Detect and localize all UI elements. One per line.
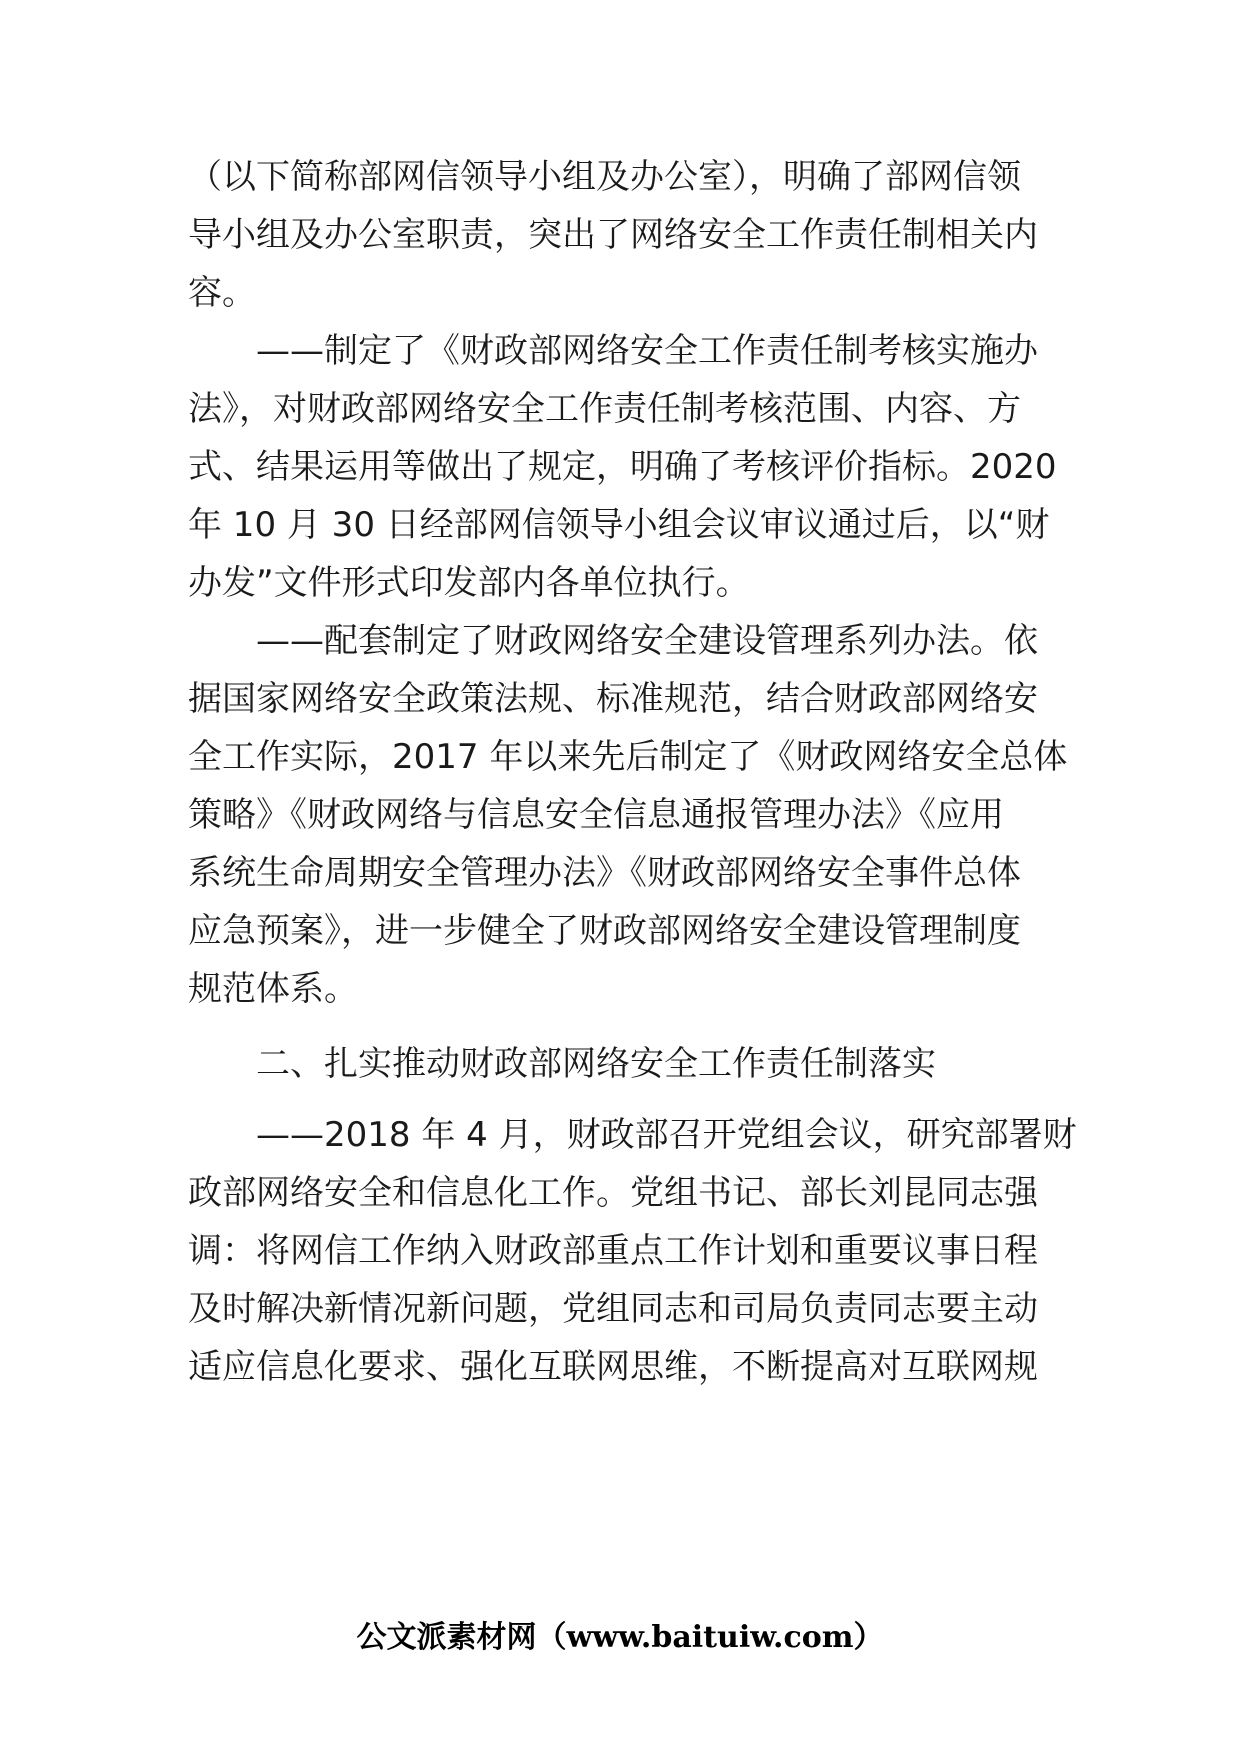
text-line: 法》，对财政部网络安全工作责任制考核范围、内容、方 [188,389,1021,429]
text-line: 适应信息化要求、强化互联网思维，不断提高对互联网规 [188,1347,1038,1387]
text-line: 策略》《财政网络与信息安全信息通报管理办法》《应用 [188,795,1004,835]
text-line: ——制定了《财政部网络安全工作责任制考核实施办 [256,331,1038,371]
text-line: 政部网络安全和信息化工作。党组书记、部长刘昆同志强 [188,1173,1038,1213]
text-line: （以下简称部网信领导小组及办公室），明确了部网信领 [188,157,1021,197]
text-line: ——配套制定了财政网络安全建设管理系列办法。依 [256,621,1038,661]
text-line: 全工作实际，2017 年以来先后制定了《财政网络安全总体 [188,737,1068,777]
text-line: 办发”文件形式印发部内各单位执行。 [188,563,750,603]
text-line: 应急预案》，进一步健全了财政部网络安全建设管理制度 [188,911,1021,951]
text-line: 式、结果运用等做出了规定，明确了考核评价指标。2020 [188,447,1057,487]
section-heading: 二、扎实推动财政部网络安全工作责任制落实 [256,1044,936,1084]
text-line: 规范体系。 [188,969,358,1009]
text-line: 据国家网络安全政策法规、标准规范，结合财政部网络安 [188,679,1038,719]
text-line: 年 10 月 30 日经部网信领导小组会议审议通过后，以“财 [188,505,1050,545]
text-line: 容。 [188,273,256,313]
text-line: 导小组及办公室职责，突出了网络安全工作责任制相关内 [188,215,1038,255]
footer-watermark: 公文派素材网（www.baituiw.com） [356,1620,884,1655]
text-line: ——2018 年 4 月，财政部召开党组会议，研究部署财 [256,1115,1077,1155]
text-line: 系统生命周期安全管理办法》《财政部网络安全事件总体 [188,853,1021,893]
text-line: 及时解决新情况新问题，党组同志和司局负责同志要主动 [188,1289,1038,1329]
text-line: 调：将网信工作纳入财政部重点工作计划和重要议事日程 [188,1231,1038,1271]
